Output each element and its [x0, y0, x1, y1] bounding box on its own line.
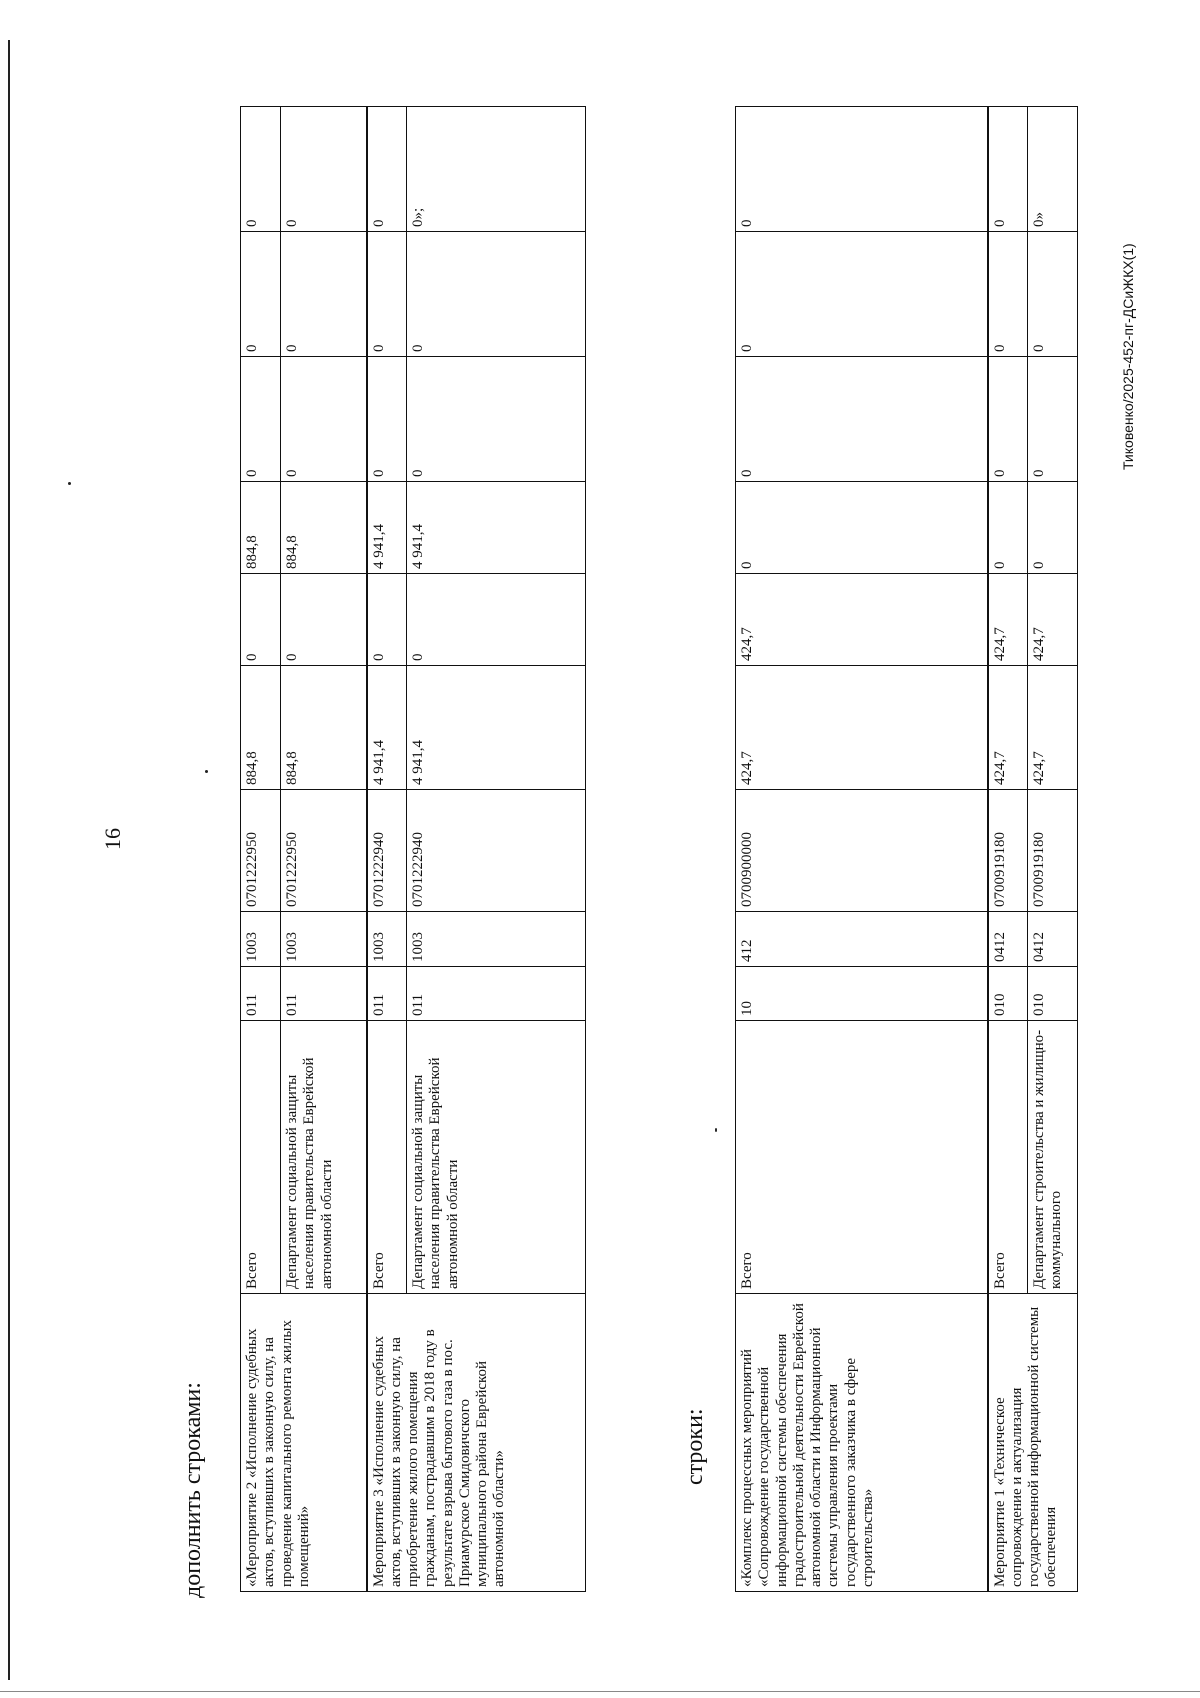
table-cell: 0 [736, 232, 988, 357]
table-add-rows [240, 106, 586, 1592]
scan-edge [8, 40, 10, 1680]
table-cell: 0 [988, 232, 1028, 357]
table-cell: 0 [736, 107, 988, 232]
table-cell: Мероприятие 1 «Техническое сопровождение и актуализация государственной информационной системы обеспечения [988, 1294, 1078, 1592]
table-cell: 0 [367, 574, 407, 666]
table-cell: 0» [1028, 107, 1078, 232]
table-cell: 0700919180 [1028, 790, 1078, 912]
document-code: Тиковенко/2025-452-пг-ДСиЖКХ(1) [1120, 243, 1136, 470]
table-cell: 884,8 [241, 666, 281, 790]
table-cell: 0 [736, 482, 988, 574]
table-cell: Мероприятие 3 «Исполнение судебных актов, вступивших в законную силу, на приобретение жилого помещения гражданам, пострадавшим в 2018 году в результате взрыва бытового газа в пос. Приамурское Смидовичского муниципального района Еврейской автономной области» [367, 1294, 586, 1592]
table-cell: 1003 [367, 912, 407, 967]
table-cell: 0 [281, 574, 367, 666]
table-cell: 011 [367, 967, 407, 1021]
table-cell: 0 [736, 357, 988, 482]
table-cell: 011 [241, 967, 281, 1021]
table-cell: «Комплекс процессных мероприятий «Сопровождение государственной информационной системы обеспечения градостроительной деятельности Еврейской автономной области и Информационной системы управления проектами государственного заказчика в сфере строительства» [736, 1294, 988, 1592]
table-cell: 424,7 [736, 666, 988, 790]
table-cell: 0 [367, 232, 407, 357]
scan-speck [68, 482, 71, 485]
table-cell: 0 [281, 107, 367, 232]
table-cell: 10 [736, 967, 988, 1021]
table-cell: 0 [241, 232, 281, 357]
table-cell: 0 [407, 574, 586, 666]
table-cell: 884,8 [281, 666, 367, 790]
table-cell: 884,8 [281, 482, 367, 574]
table-cell: 1003 [281, 912, 367, 967]
table-cell: 424,7 [988, 666, 1028, 790]
table-cell: 0 [367, 107, 407, 232]
table-cell: Департамент социальной защиты населения правительства Еврейской автономной области [281, 1021, 367, 1294]
table-cell: 0»; [407, 107, 586, 232]
table-cell: 0412 [1028, 912, 1078, 967]
table-cell: 0 [1028, 482, 1078, 574]
table-row [241, 107, 281, 1592]
table-cell: 4 941,4 [407, 666, 586, 790]
table-cell: 424,7 [988, 574, 1028, 666]
table-cell: 0 [1028, 357, 1078, 482]
table-row [736, 107, 988, 1592]
table-cell: 4 941,4 [367, 482, 407, 574]
table-cell: 010 [1028, 967, 1078, 1021]
scan-edge [0, 1691, 1200, 1692]
table-cell: 0701222940 [367, 790, 407, 912]
table-row [988, 107, 1028, 1592]
scan-speck [715, 1128, 717, 1132]
table-cell: 0 [988, 482, 1028, 574]
table-cell: 0 [367, 357, 407, 482]
table-cell: 0 [407, 232, 586, 357]
table-cell: 0412 [988, 912, 1028, 967]
table-cell: Департамент социальной защиты населения правительства Еврейской автономной области [407, 1021, 586, 1294]
table-cell: 0701222940 [407, 790, 586, 912]
table-cell: 0 [407, 357, 586, 482]
table-cell: 4 941,4 [407, 482, 586, 574]
heading-add-rows: дополнить строками: [180, 1382, 206, 1598]
table-cell: 011 [281, 967, 367, 1021]
table-cell: Департамент строительства и жилищно-коммунального [1028, 1021, 1078, 1294]
heading-rows: строки: [682, 1408, 708, 1485]
table-row [367, 107, 407, 1592]
table-cell: 0 [988, 107, 1028, 232]
table-cell: 0 [241, 107, 281, 232]
table-cell: 884,8 [241, 482, 281, 574]
table-cell: 0700919180 [988, 790, 1028, 912]
table-cell: 0 [1028, 232, 1078, 357]
table-cell: 0 [241, 357, 281, 482]
table-cell: 424,7 [1028, 574, 1078, 666]
table-cell: 0701222950 [281, 790, 367, 912]
scan-speck [205, 770, 208, 773]
table-cell: 010 [988, 967, 1028, 1021]
table-cell: 1003 [407, 912, 586, 967]
table-cell: 424,7 [736, 574, 988, 666]
table-cell: 0 [281, 357, 367, 482]
table-rows [735, 106, 1078, 1592]
table-cell: 0701222950 [241, 790, 281, 912]
table-cell: 011 [407, 967, 586, 1021]
table-cell: Всего [988, 1021, 1028, 1294]
table-cell: 412 [736, 912, 988, 967]
table-cell: Всего [241, 1021, 281, 1294]
table-cell: Всего [736, 1021, 988, 1294]
table-cell: 0 [241, 574, 281, 666]
table-cell: 1003 [241, 912, 281, 967]
table-cell: 0 [988, 357, 1028, 482]
page-number: 16 [100, 828, 125, 850]
table-cell: Всего [367, 1021, 407, 1294]
table-cell: «Мероприятие 2 «Исполнение судебных актов, вступивших в законную силу, на проведение капитального ремонта жилых помещений» [241, 1294, 367, 1592]
table-cell: 0700900000 [736, 790, 988, 912]
table-cell: 424,7 [1028, 666, 1078, 790]
table-cell: 4 941,4 [367, 666, 407, 790]
table-cell: 0 [281, 232, 367, 357]
